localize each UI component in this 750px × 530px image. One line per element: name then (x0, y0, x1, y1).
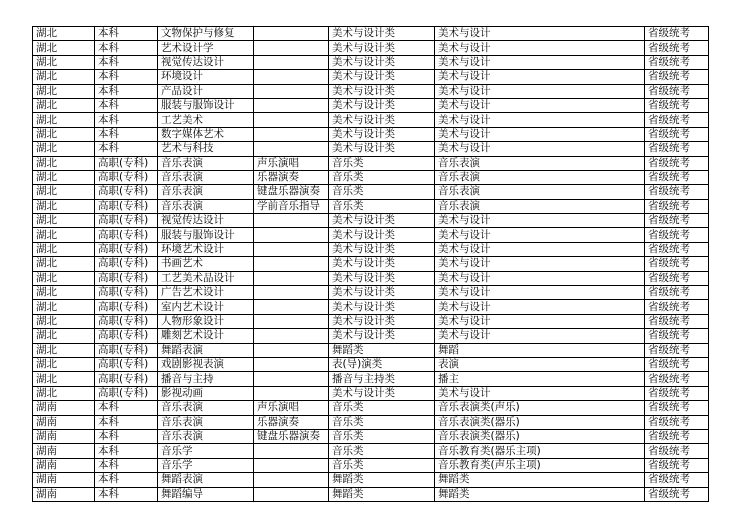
direction-cell (254, 357, 329, 371)
table-row (33, 170, 709, 184)
exam-category-cell: 美术与设计类 (329, 142, 435, 156)
exam-type-cell: 省级统考 (645, 401, 709, 415)
level-cell: 高职(专科) (95, 271, 158, 285)
level-cell: 高职(专科) (95, 372, 158, 386)
major-cell: 环境设计 (158, 70, 254, 84)
exam-category-cell: 美术与设计类 (329, 386, 435, 400)
table-row (33, 271, 709, 285)
direction-cell (254, 41, 329, 55)
exam-category-cell: 美术与设计类 (329, 271, 435, 285)
table-row (33, 473, 709, 487)
level-cell: 高职(专科) (95, 242, 158, 256)
level-cell: 高职(专科) (95, 214, 158, 228)
major-cell: 音乐表演 (158, 415, 254, 429)
exam-category-cell: 音乐类 (329, 199, 435, 213)
province-cell: 湖北 (33, 286, 95, 300)
level-cell: 本科 (95, 444, 158, 458)
level-cell: 本科 (95, 127, 158, 141)
level-cell: 高职(专科) (95, 386, 158, 400)
level-cell: 本科 (95, 473, 158, 487)
major-cell: 音乐表演 (158, 185, 254, 199)
direction-cell (254, 329, 329, 343)
table-row (33, 444, 709, 458)
province-cell: 湖北 (33, 257, 95, 271)
direction-cell (254, 127, 329, 141)
major-cell: 音乐学 (158, 444, 254, 458)
province-cell: 湖北 (33, 228, 95, 242)
direction-cell (254, 55, 329, 69)
exam-subject-cell: 美术与设计 (435, 84, 645, 98)
direction-cell (254, 228, 329, 242)
table-row (33, 27, 709, 41)
major-cell: 产品设计 (158, 84, 254, 98)
exam-type-cell: 省级统考 (645, 142, 709, 156)
level-cell: 本科 (95, 55, 158, 69)
direction-cell (254, 458, 329, 472)
direction-cell (254, 343, 329, 357)
province-cell: 湖北 (33, 55, 95, 69)
exam-type-cell: 省级统考 (645, 127, 709, 141)
province-cell: 湖北 (33, 84, 95, 98)
province-cell: 湖北 (33, 300, 95, 314)
table-row (33, 329, 709, 343)
exam-subject-cell: 美术与设计 (435, 127, 645, 141)
major-cell: 服装与服饰设计 (158, 228, 254, 242)
province-cell: 湖南 (33, 429, 95, 443)
exam-category-cell: 美术与设计类 (329, 98, 435, 112)
direction-cell (254, 27, 329, 41)
exam-category-cell: 美术与设计类 (329, 70, 435, 84)
table-row (33, 386, 709, 400)
major-cell: 播音与主持 (158, 372, 254, 386)
table-row (33, 372, 709, 386)
province-cell: 湖北 (33, 113, 95, 127)
exam-type-cell: 省级统考 (645, 329, 709, 343)
level-cell: 本科 (95, 458, 158, 472)
province-cell: 湖北 (33, 271, 95, 285)
exam-category-cell: 美术与设计类 (329, 314, 435, 328)
province-cell: 湖南 (33, 487, 95, 501)
table-row (33, 228, 709, 242)
exam-type-cell: 省级统考 (645, 257, 709, 271)
exam-subject-cell: 美术与设计 (435, 257, 645, 271)
exam-category-cell: 美术与设计类 (329, 242, 435, 256)
level-cell: 本科 (95, 429, 158, 443)
province-cell: 湖北 (33, 70, 95, 84)
province-cell: 湖北 (33, 27, 95, 41)
province-cell: 湖北 (33, 329, 95, 343)
province-cell: 湖北 (33, 156, 95, 170)
province-cell: 湖北 (33, 314, 95, 328)
exam-type-cell: 省级统考 (645, 444, 709, 458)
table-row (33, 415, 709, 429)
exam-category-cell: 音乐类 (329, 401, 435, 415)
province-cell: 湖北 (33, 214, 95, 228)
level-cell: 本科 (95, 487, 158, 501)
province-cell: 湖北 (33, 127, 95, 141)
major-cell: 数字媒体艺术 (158, 127, 254, 141)
exam-type-cell: 省级统考 (645, 70, 709, 84)
direction-cell (254, 214, 329, 228)
exam-type-cell: 省级统考 (645, 242, 709, 256)
table-row (33, 98, 709, 112)
exam-subject-cell: 美术与设计 (435, 27, 645, 41)
direction-cell (254, 271, 329, 285)
table-row (33, 113, 709, 127)
direction-cell: 键盘乐器演奏 (254, 185, 329, 199)
level-cell: 本科 (95, 415, 158, 429)
table-row (33, 185, 709, 199)
direction-cell: 声乐演唱 (254, 401, 329, 415)
exam-category-cell: 音乐类 (329, 429, 435, 443)
table-row (33, 458, 709, 472)
exam-type-cell: 省级统考 (645, 372, 709, 386)
exam-subject-cell: 舞蹈 (435, 343, 645, 357)
exam-subject-cell: 音乐表演 (435, 185, 645, 199)
province-cell: 湖北 (33, 98, 95, 112)
exam-category-cell: 美术与设计类 (329, 329, 435, 343)
exam-subject-cell: 美术与设计 (435, 41, 645, 55)
level-cell: 高职(专科) (95, 199, 158, 213)
table-row (33, 199, 709, 213)
exam-category-cell: 美术与设计类 (329, 41, 435, 55)
direction-cell (254, 257, 329, 271)
exam-subject-cell: 音乐表演 (435, 156, 645, 170)
direction-cell: 乐器演奏 (254, 170, 329, 184)
major-cell: 文物保护与修复 (158, 27, 254, 41)
exam-category-cell: 舞蹈类 (329, 487, 435, 501)
province-cell: 湖北 (33, 386, 95, 400)
exam-subject-cell: 美术与设计 (435, 314, 645, 328)
exam-subject-cell: 美术与设计 (435, 300, 645, 314)
exam-subject-cell: 美术与设计 (435, 386, 645, 400)
level-cell: 高职(专科) (95, 329, 158, 343)
level-cell: 本科 (95, 142, 158, 156)
level-cell: 本科 (95, 401, 158, 415)
exam-type-cell: 省级统考 (645, 343, 709, 357)
table-row (33, 242, 709, 256)
exam-category-cell: 音乐类 (329, 458, 435, 472)
exam-category-cell: 音乐类 (329, 415, 435, 429)
province-cell: 湖南 (33, 444, 95, 458)
table-row (33, 257, 709, 271)
exam-category-cell: 美术与设计类 (329, 286, 435, 300)
province-cell: 湖北 (33, 41, 95, 55)
exam-category-cell: 音乐类 (329, 156, 435, 170)
major-cell: 音乐表演 (158, 429, 254, 443)
major-cell: 舞蹈编导 (158, 487, 254, 501)
level-cell: 本科 (95, 113, 158, 127)
direction-cell (254, 70, 329, 84)
admissions-table (32, 26, 709, 502)
exam-category-cell: 表(导)演类 (329, 357, 435, 371)
table-row (33, 84, 709, 98)
exam-subject-cell: 美术与设计 (435, 214, 645, 228)
exam-type-cell: 省级统考 (645, 458, 709, 472)
exam-category-cell: 美术与设计类 (329, 113, 435, 127)
exam-type-cell: 省级统考 (645, 156, 709, 170)
province-cell: 湖南 (33, 473, 95, 487)
exam-type-cell: 省级统考 (645, 386, 709, 400)
direction-cell (254, 300, 329, 314)
exam-category-cell: 音乐类 (329, 170, 435, 184)
major-cell: 视觉传达设计 (158, 214, 254, 228)
province-cell: 湖北 (33, 372, 95, 386)
exam-subject-cell: 美术与设计 (435, 70, 645, 84)
exam-category-cell: 美术与设计类 (329, 127, 435, 141)
major-cell: 音乐表演 (158, 170, 254, 184)
exam-subject-cell: 美术与设计 (435, 113, 645, 127)
exam-subject-cell: 音乐表演 (435, 170, 645, 184)
major-cell: 环境艺术设计 (158, 242, 254, 256)
exam-subject-cell: 舞蹈类 (435, 473, 645, 487)
major-cell: 艺术设计学 (158, 41, 254, 55)
exam-subject-cell: 音乐表演类(声乐) (435, 401, 645, 415)
level-cell: 高职(专科) (95, 170, 158, 184)
level-cell: 本科 (95, 41, 158, 55)
direction-cell (254, 444, 329, 458)
major-cell: 戏剧影视表演 (158, 357, 254, 371)
level-cell: 高职(专科) (95, 185, 158, 199)
exam-type-cell: 省级统考 (645, 286, 709, 300)
table-row (33, 314, 709, 328)
direction-cell (254, 113, 329, 127)
exam-category-cell: 美术与设计类 (329, 214, 435, 228)
major-cell: 音乐表演 (158, 156, 254, 170)
major-cell: 艺术与科技 (158, 142, 254, 156)
major-cell: 音乐学 (158, 458, 254, 472)
province-cell: 湖南 (33, 415, 95, 429)
level-cell: 高职(专科) (95, 357, 158, 371)
table-row (33, 70, 709, 84)
exam-subject-cell: 舞蹈类 (435, 487, 645, 501)
document-page (32, 26, 709, 502)
major-cell: 音乐表演 (158, 199, 254, 213)
province-cell: 湖北 (33, 170, 95, 184)
exam-type-cell: 省级统考 (645, 487, 709, 501)
exam-type-cell: 省级统考 (645, 199, 709, 213)
exam-type-cell: 省级统考 (645, 170, 709, 184)
level-cell: 本科 (95, 98, 158, 112)
level-cell: 高职(专科) (95, 156, 158, 170)
exam-category-cell: 美术与设计类 (329, 27, 435, 41)
exam-type-cell: 省级统考 (645, 55, 709, 69)
exam-subject-cell: 音乐表演类(器乐) (435, 429, 645, 443)
province-cell: 湖北 (33, 343, 95, 357)
table-row (33, 127, 709, 141)
exam-subject-cell: 表演 (435, 357, 645, 371)
direction-cell (254, 286, 329, 300)
level-cell: 高职(专科) (95, 314, 158, 328)
province-cell: 湖北 (33, 185, 95, 199)
direction-cell: 乐器演奏 (254, 415, 329, 429)
direction-cell (254, 98, 329, 112)
direction-cell (254, 473, 329, 487)
major-cell: 雕刻艺术设计 (158, 329, 254, 343)
major-cell: 舞蹈表演 (158, 343, 254, 357)
exam-type-cell: 省级统考 (645, 228, 709, 242)
exam-type-cell: 省级统考 (645, 314, 709, 328)
level-cell: 高职(专科) (95, 300, 158, 314)
exam-type-cell: 省级统考 (645, 473, 709, 487)
exam-subject-cell: 美术与设计 (435, 271, 645, 285)
table-row (33, 343, 709, 357)
level-cell: 高职(专科) (95, 228, 158, 242)
table-row (33, 142, 709, 156)
exam-type-cell: 省级统考 (645, 113, 709, 127)
level-cell: 本科 (95, 27, 158, 41)
province-cell: 湖北 (33, 199, 95, 213)
level-cell: 本科 (95, 70, 158, 84)
exam-subject-cell: 音乐表演类(器乐) (435, 415, 645, 429)
table-row (33, 357, 709, 371)
major-cell: 工艺美术品设计 (158, 271, 254, 285)
direction-cell (254, 242, 329, 256)
province-cell: 湖南 (33, 458, 95, 472)
exam-type-cell: 省级统考 (645, 271, 709, 285)
exam-category-cell: 美术与设计类 (329, 84, 435, 98)
major-cell: 影视动画 (158, 386, 254, 400)
level-cell: 本科 (95, 84, 158, 98)
exam-type-cell: 省级统考 (645, 185, 709, 199)
major-cell: 视觉传达设计 (158, 55, 254, 69)
level-cell: 高职(专科) (95, 343, 158, 357)
exam-type-cell: 省级统考 (645, 214, 709, 228)
exam-type-cell: 省级统考 (645, 357, 709, 371)
direction-cell (254, 487, 329, 501)
exam-type-cell: 省级统考 (645, 27, 709, 41)
direction-cell (254, 142, 329, 156)
direction-cell: 声乐演唱 (254, 156, 329, 170)
level-cell: 高职(专科) (95, 257, 158, 271)
table-body (33, 27, 709, 502)
level-cell: 高职(专科) (95, 286, 158, 300)
table-row (33, 156, 709, 170)
exam-subject-cell: 音乐教育类(器乐主项) (435, 444, 645, 458)
exam-subject-cell: 美术与设计 (435, 329, 645, 343)
table-row (33, 55, 709, 69)
exam-subject-cell: 美术与设计 (435, 228, 645, 242)
exam-category-cell: 美术与设计类 (329, 228, 435, 242)
major-cell: 服装与服饰设计 (158, 98, 254, 112)
exam-category-cell: 美术与设计类 (329, 55, 435, 69)
table-row (33, 487, 709, 501)
exam-type-cell: 省级统考 (645, 429, 709, 443)
major-cell: 广告艺术设计 (158, 286, 254, 300)
exam-subject-cell: 美术与设计 (435, 242, 645, 256)
province-cell: 湖北 (33, 357, 95, 371)
exam-category-cell: 美术与设计类 (329, 257, 435, 271)
direction-cell: 学前音乐指导 (254, 199, 329, 213)
direction-cell (254, 372, 329, 386)
direction-cell: 键盘乐器演奏 (254, 429, 329, 443)
exam-category-cell: 音乐类 (329, 185, 435, 199)
table-row (33, 286, 709, 300)
exam-type-cell: 省级统考 (645, 300, 709, 314)
major-cell: 舞蹈表演 (158, 473, 254, 487)
exam-category-cell: 美术与设计类 (329, 300, 435, 314)
exam-category-cell: 舞蹈类 (329, 343, 435, 357)
table-row (33, 214, 709, 228)
direction-cell (254, 84, 329, 98)
major-cell: 室内艺术设计 (158, 300, 254, 314)
major-cell: 书画艺术 (158, 257, 254, 271)
major-cell: 人物形象设计 (158, 314, 254, 328)
exam-category-cell: 音乐类 (329, 444, 435, 458)
province-cell: 湖北 (33, 142, 95, 156)
exam-subject-cell: 美术与设计 (435, 98, 645, 112)
table-row (33, 41, 709, 55)
exam-type-cell: 省级统考 (645, 41, 709, 55)
province-cell: 湖南 (33, 401, 95, 415)
table-row (33, 429, 709, 443)
exam-type-cell: 省级统考 (645, 84, 709, 98)
exam-subject-cell: 播主 (435, 372, 645, 386)
exam-category-cell: 播音与主持类 (329, 372, 435, 386)
exam-type-cell: 省级统考 (645, 415, 709, 429)
direction-cell (254, 386, 329, 400)
exam-subject-cell: 音乐教育类(声乐主项) (435, 458, 645, 472)
major-cell: 工艺美术 (158, 113, 254, 127)
exam-subject-cell: 美术与设计 (435, 142, 645, 156)
exam-type-cell: 省级统考 (645, 98, 709, 112)
exam-category-cell: 舞蹈类 (329, 473, 435, 487)
exam-subject-cell: 美术与设计 (435, 286, 645, 300)
exam-subject-cell: 美术与设计 (435, 55, 645, 69)
exam-subject-cell: 音乐表演 (435, 199, 645, 213)
province-cell: 湖北 (33, 242, 95, 256)
direction-cell (254, 314, 329, 328)
table-row (33, 401, 709, 415)
major-cell: 音乐表演 (158, 401, 254, 415)
table-row (33, 300, 709, 314)
